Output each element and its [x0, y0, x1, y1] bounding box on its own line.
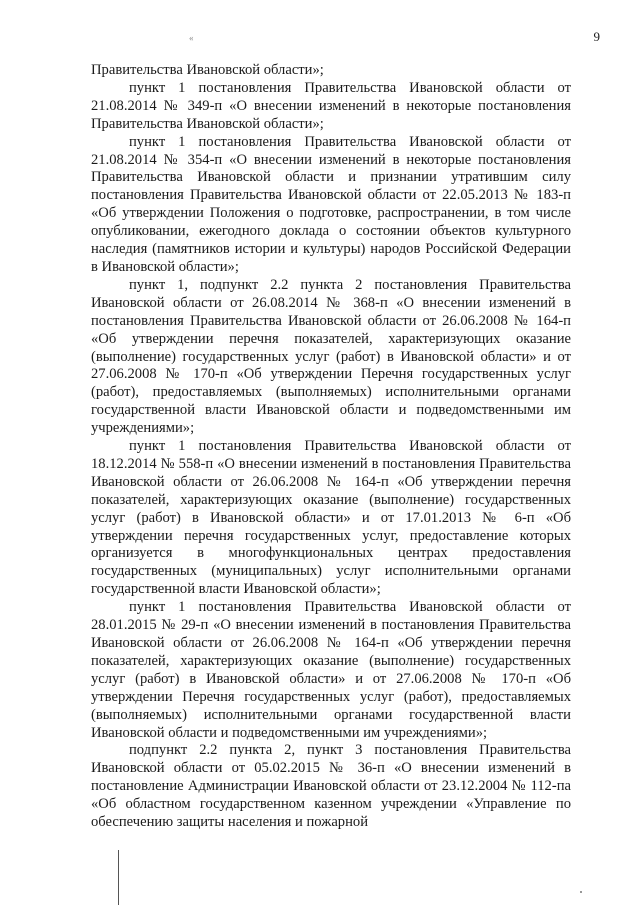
document-body [91, 62, 571, 832]
scan-mark: « [189, 33, 194, 43]
page-number: 9 [593, 29, 600, 44]
paragraph: Правительства Ивановской области»; [91, 62, 324, 78]
paragraph: пункт 1 постановления Правительства Ивановской области от 21.08.2014 № 354-п «О внесении изменений в некоторые постановления Правительства Ивановской области и признании утратившим силу постановления Правительства Ивановской области от 22.05.2013 № 183-п «Об утверждении Положения о подготовке, распространении, в том числе опубликовании, ежегодного доклада о состоянии объектов культурного наследия (памятников истории и культуры) народов Российской Федерации в Ивановской области»; [91, 133, 571, 275]
scan-margin-line [118, 850, 119, 905]
paragraph: пункт 1 постановления Правительства Ивановской области от 21.08.2014 № 349-п «О внесении изменений в некоторые постановления Правительства Ивановской области»; [91, 79, 571, 132]
paragraph: пункт 1 постановления Правительства Ивановской области от 18.12.2014 № 558-п «О внесении изменений в постановления Правительства Ивановской области от 26.06.2008 № 164-п «Об утверждении перечня показателей, характеризующих оказание (выполнение) государственных услуг (работ) в Ивановской области» и от 17.01.2013 № 6-п «Об утверждении перечня государственных услуг, предоставление которых организуется в многофункциональных центрах предоставления государственных (муниципальных) услуг исполнительными органами государственной власти Ивановской области»; [91, 438, 571, 598]
paragraph: пункт 1, подпункт 2.2 пункта 2 постановления Правительства Ивановской области от 26.08.2014 № 368-п «О внесении изменений в постановления Правительства Ивановской области от 26.06.2008 № 164-п «Об утверждении перечня показателей, характеризующих оказание (выполнение) государственных услуг (работ) в Ивановской области» и от 27.06.2008 № 170-п «Об утверждении Перечня государственных услуг (работ), предоставляемых (выполняемых) исполнительными органами государственной власти Ивановской области и подведомственными им учреждениями»; [91, 276, 571, 437]
paragraph: пункт 1 постановления Правительства Ивановской области от 28.01.2015 № 29-п «О внесении изменений в постановления Правительства Ивановской области от 26.06.2008 № 164-п «Об утверждении перечня показателей, характеризующих оказание (выполнение) государственных услуг (работ) в Ивановской области» и от 27.06.2008 № 170-п «Об утверждении Перечня государственных услуг (работ), предоставляемых (выполняемых) исполнительными органами государственной власти Ивановской области и подведомственными им учреждениями»; [91, 599, 571, 741]
paragraph: подпункт 2.2 пункта 2, пункт 3 постановления Правительства Ивановской области от 05.02.2015 № 36-п «О внесении изменений в постановление Администрации Ивановской области от 23.12.2004 № 112-па «Об областном государственном казенном учреждении «Управление по обеспечению защиты населения и пожарной [91, 742, 571, 831]
scan-dot [580, 891, 582, 893]
